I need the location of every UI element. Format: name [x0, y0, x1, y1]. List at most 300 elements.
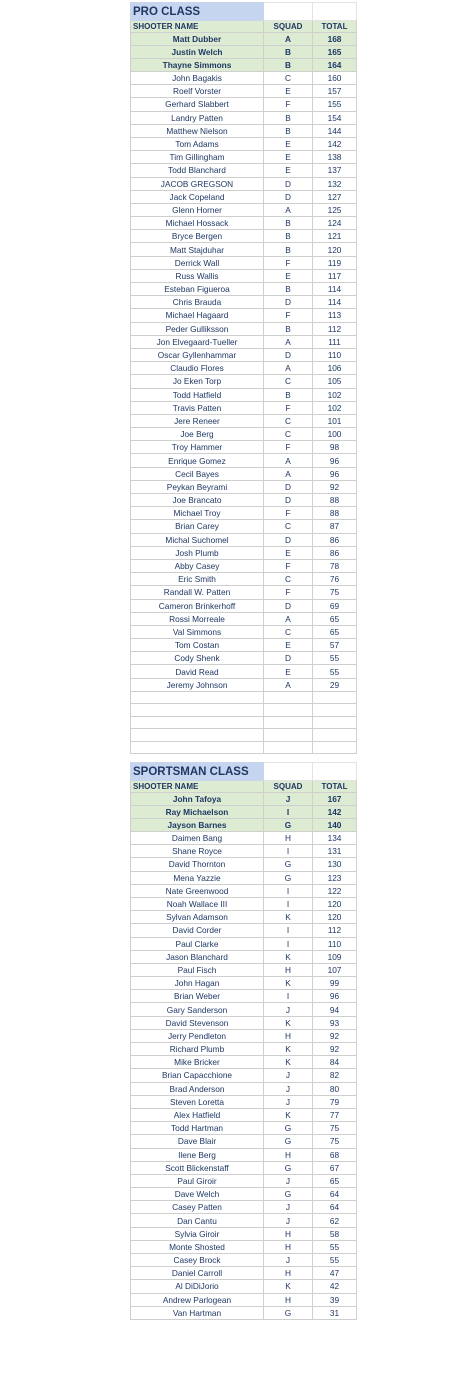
- shooter-name: Peder Gulliksson: [131, 322, 264, 335]
- sportsman-class-table: [130, 762, 356, 1320]
- squad: H: [264, 832, 313, 845]
- squad: E: [264, 639, 313, 652]
- table-row: [131, 1082, 357, 1095]
- table-row: [131, 546, 357, 559]
- squad: G: [264, 858, 313, 871]
- total: 99: [313, 977, 357, 990]
- squad: B: [264, 111, 313, 124]
- total: 75: [313, 586, 357, 599]
- shooter-name: Monte Shosted: [131, 1240, 264, 1253]
- shooter-name: Bryce Bergen: [131, 230, 264, 243]
- shooter-name: Sylvia Giroir: [131, 1227, 264, 1240]
- table-row: [131, 441, 357, 454]
- total: 79: [313, 1095, 357, 1108]
- shooter-name: Travis Patten: [131, 401, 264, 414]
- shooter-name: Jason Blanchard: [131, 950, 264, 963]
- empty-cell: [131, 716, 264, 729]
- shooter-name: Richard Plumb: [131, 1043, 264, 1056]
- shooter-name: Al DiDiJorio: [131, 1280, 264, 1293]
- shooter-name: John Tafoya: [131, 793, 264, 806]
- shooter-name: Alex Hatfield: [131, 1108, 264, 1121]
- table-row: [131, 33, 357, 46]
- shooter-name: Thayne Simmons: [131, 59, 264, 72]
- shooter-name: Tom Costan: [131, 639, 264, 652]
- table-row: [131, 269, 357, 282]
- squad: D: [264, 190, 313, 203]
- squad: E: [264, 665, 313, 678]
- table-row: [131, 1267, 357, 1280]
- total: 84: [313, 1056, 357, 1069]
- squad: K: [264, 1043, 313, 1056]
- shooter-name: John Bagakis: [131, 72, 264, 85]
- total: 96: [313, 454, 357, 467]
- squad: B: [264, 243, 313, 256]
- shooter-name: Todd Hatfield: [131, 388, 264, 401]
- total: 111: [313, 335, 357, 348]
- total: 106: [313, 362, 357, 375]
- shooter-name: Mike Bricker: [131, 1056, 264, 1069]
- total: 119: [313, 256, 357, 269]
- squad: G: [264, 1188, 313, 1201]
- total: 92: [313, 480, 357, 493]
- blank-cell: [313, 3, 357, 21]
- shooter-name: Matthew Nielson: [131, 124, 264, 137]
- shooter-name: Cameron Brinkerhoff: [131, 599, 264, 612]
- empty-cell: [264, 729, 313, 742]
- squad: B: [264, 230, 313, 243]
- total: 88: [313, 507, 357, 520]
- squad: I: [264, 897, 313, 910]
- empty-row: [131, 691, 357, 704]
- squad: K: [264, 1016, 313, 1029]
- total: 77: [313, 1108, 357, 1121]
- blank-cell: [264, 3, 313, 21]
- squad: D: [264, 599, 313, 612]
- table-row: [131, 388, 357, 401]
- shooter-name: Tom Adams: [131, 137, 264, 150]
- total: 124: [313, 217, 357, 230]
- table-row: [131, 990, 357, 1003]
- squad: K: [264, 911, 313, 924]
- total: 98: [313, 441, 357, 454]
- table-row: [131, 652, 357, 665]
- empty-cell: [264, 741, 313, 754]
- shooter-name: Troy Hammer: [131, 441, 264, 454]
- squad: F: [264, 586, 313, 599]
- table-row: [131, 806, 357, 819]
- table-row: [131, 625, 357, 638]
- squad: B: [264, 59, 313, 72]
- shooter-name: Cecil Bayes: [131, 467, 264, 480]
- total: 123: [313, 871, 357, 884]
- total: 93: [313, 1016, 357, 1029]
- total: 140: [313, 819, 357, 832]
- table-row: [131, 897, 357, 910]
- table-row: [131, 1254, 357, 1267]
- total: 164: [313, 59, 357, 72]
- squad: J: [264, 1201, 313, 1214]
- shooter-name: Nate Greenwood: [131, 884, 264, 897]
- empty-cell: [313, 741, 357, 754]
- total: 121: [313, 230, 357, 243]
- table-row: [131, 454, 357, 467]
- shooter-name: Val Simmons: [131, 625, 264, 638]
- total: 102: [313, 388, 357, 401]
- table-title: PRO CLASS: [131, 3, 264, 21]
- total: 65: [313, 612, 357, 625]
- total: 131: [313, 845, 357, 858]
- total: 47: [313, 1267, 357, 1280]
- table-row: [131, 924, 357, 937]
- squad: G: [264, 871, 313, 884]
- total: 78: [313, 559, 357, 572]
- empty-cell: [264, 716, 313, 729]
- table-row: [131, 494, 357, 507]
- total: 96: [313, 467, 357, 480]
- table-row: [131, 845, 357, 858]
- shooter-name: Dan Cantu: [131, 1214, 264, 1227]
- total: 75: [313, 1135, 357, 1148]
- table-row: [131, 1135, 357, 1148]
- squad: G: [264, 1122, 313, 1135]
- squad: C: [264, 428, 313, 441]
- total: 42: [313, 1280, 357, 1293]
- empty-cell: [313, 729, 357, 742]
- empty-cell: [131, 741, 264, 754]
- total: 120: [313, 243, 357, 256]
- table-row: [131, 217, 357, 230]
- squad: E: [264, 164, 313, 177]
- header-row: [131, 781, 357, 793]
- shooter-name: Michael Hagaard: [131, 309, 264, 322]
- shooter-name: Landry Patten: [131, 111, 264, 124]
- table-row: [131, 164, 357, 177]
- blank-cell: [264, 763, 313, 781]
- table-row: [131, 190, 357, 203]
- total: 69: [313, 599, 357, 612]
- squad: H: [264, 1293, 313, 1306]
- table-row: [131, 884, 357, 897]
- shooter-name: Andrew Parlogean: [131, 1293, 264, 1306]
- total: 157: [313, 85, 357, 98]
- total: 109: [313, 950, 357, 963]
- table-row: [131, 98, 357, 111]
- shooter-name: David Corder: [131, 924, 264, 937]
- total: 55: [313, 1240, 357, 1253]
- table-row: [131, 1240, 357, 1253]
- table-row: [131, 428, 357, 441]
- shooter-name: Randall W. Patten: [131, 586, 264, 599]
- table-row: [131, 1201, 357, 1214]
- table-row: [131, 1280, 357, 1293]
- squad: F: [264, 559, 313, 572]
- table-row: [131, 151, 357, 164]
- squad: G: [264, 1135, 313, 1148]
- total: 76: [313, 573, 357, 586]
- total: 29: [313, 678, 357, 691]
- shooter-name: John Hagan: [131, 977, 264, 990]
- total: 137: [313, 164, 357, 177]
- squad: D: [264, 348, 313, 361]
- total: 64: [313, 1201, 357, 1214]
- shooter-name: Dave Blair: [131, 1135, 264, 1148]
- squad: D: [264, 177, 313, 190]
- total: 142: [313, 806, 357, 819]
- squad: H: [264, 1227, 313, 1240]
- squad: K: [264, 1108, 313, 1121]
- shooter-name: Justin Welch: [131, 46, 264, 59]
- squad: J: [264, 1254, 313, 1267]
- shooter-name: Noah Wallace III: [131, 897, 264, 910]
- total: 134: [313, 832, 357, 845]
- table-row: [131, 414, 357, 427]
- shooter-name: Paul Clarke: [131, 937, 264, 950]
- table-row: [131, 1148, 357, 1161]
- shooter-name: Van Hartman: [131, 1306, 264, 1319]
- table-row: [131, 72, 357, 85]
- total: 102: [313, 401, 357, 414]
- squad: H: [264, 1240, 313, 1253]
- table-row: [131, 1122, 357, 1135]
- total: 57: [313, 639, 357, 652]
- squad: C: [264, 625, 313, 638]
- empty-row: [131, 729, 357, 742]
- squad: F: [264, 256, 313, 269]
- empty-row: [131, 704, 357, 717]
- squad: J: [264, 793, 313, 806]
- total: 92: [313, 1029, 357, 1042]
- total: 65: [313, 625, 357, 638]
- squad: B: [264, 124, 313, 137]
- squad: G: [264, 819, 313, 832]
- squad: K: [264, 977, 313, 990]
- column-header: TOTAL: [313, 21, 357, 33]
- shooter-name: Brad Anderson: [131, 1082, 264, 1095]
- squad: F: [264, 507, 313, 520]
- squad: A: [264, 335, 313, 348]
- squad: J: [264, 1174, 313, 1187]
- shooter-name: Daimen Bang: [131, 832, 264, 845]
- squad: E: [264, 269, 313, 282]
- empty-cell: [313, 704, 357, 717]
- squad: J: [264, 1095, 313, 1108]
- total: 31: [313, 1306, 357, 1319]
- shooter-name: Scott Blickenstaff: [131, 1161, 264, 1174]
- total: 127: [313, 190, 357, 203]
- shooter-name: Ray Michaelson: [131, 806, 264, 819]
- squad: A: [264, 33, 313, 46]
- total: 64: [313, 1188, 357, 1201]
- total: 154: [313, 111, 357, 124]
- table-row: [131, 1188, 357, 1201]
- table-row: [131, 111, 357, 124]
- squad: F: [264, 401, 313, 414]
- squad: E: [264, 85, 313, 98]
- squad: I: [264, 884, 313, 897]
- table-row: [131, 911, 357, 924]
- squad: B: [264, 46, 313, 59]
- shooter-name: Rossi Morreale: [131, 612, 264, 625]
- squad: C: [264, 520, 313, 533]
- total: 58: [313, 1227, 357, 1240]
- squad: F: [264, 441, 313, 454]
- table-row: [131, 1069, 357, 1082]
- squad: D: [264, 296, 313, 309]
- shooter-name: Casey Patten: [131, 1201, 264, 1214]
- shooter-name: Jo Eken Torp: [131, 375, 264, 388]
- total: 120: [313, 911, 357, 924]
- total: 112: [313, 924, 357, 937]
- total: 68: [313, 1148, 357, 1161]
- table-row: [131, 937, 357, 950]
- squad: J: [264, 1003, 313, 1016]
- total: 125: [313, 203, 357, 216]
- table-row: [131, 612, 357, 625]
- total: 122: [313, 884, 357, 897]
- table-row: [131, 1029, 357, 1042]
- shooter-name: Russ Wallis: [131, 269, 264, 282]
- squad: C: [264, 573, 313, 586]
- table-row: [131, 230, 357, 243]
- table-row: [131, 309, 357, 322]
- shooter-name: Joe Berg: [131, 428, 264, 441]
- table-row: [131, 832, 357, 845]
- table-row: [131, 1227, 357, 1240]
- table-row: [131, 467, 357, 480]
- squad: A: [264, 467, 313, 480]
- shooter-name: Eric Smith: [131, 573, 264, 586]
- squad: I: [264, 924, 313, 937]
- shooter-name: Abby Casey: [131, 559, 264, 572]
- table-row: [131, 871, 357, 884]
- squad: H: [264, 1029, 313, 1042]
- total: 86: [313, 546, 357, 559]
- total: 105: [313, 375, 357, 388]
- table-row: [131, 1016, 357, 1029]
- total: 160: [313, 72, 357, 85]
- total: 112: [313, 322, 357, 335]
- column-header: SQUAD: [264, 781, 313, 793]
- total: 55: [313, 1254, 357, 1267]
- table-row: [131, 599, 357, 612]
- squad: E: [264, 151, 313, 164]
- shooter-name: Steven Loretta: [131, 1095, 264, 1108]
- empty-row: [131, 716, 357, 729]
- shooter-name: Esteban Figueroa: [131, 283, 264, 296]
- table-row: [131, 573, 357, 586]
- shooter-name: JACOB GREGSON: [131, 177, 264, 190]
- shooter-name: Enrique Gomez: [131, 454, 264, 467]
- table-row: [131, 1108, 357, 1121]
- shooter-name: David Stevenson: [131, 1016, 264, 1029]
- shooter-name: Jayson Barnes: [131, 819, 264, 832]
- shooter-name: Casey Brock: [131, 1254, 264, 1267]
- shooter-name: Oscar Gyllenhammar: [131, 348, 264, 361]
- shooter-name: Josh Plumb: [131, 546, 264, 559]
- table-row: [131, 1043, 357, 1056]
- shooter-name: Brian Weber: [131, 990, 264, 1003]
- shooter-name: Roelf Vorster: [131, 85, 264, 98]
- squad: D: [264, 480, 313, 493]
- total: 75: [313, 1122, 357, 1135]
- total: 86: [313, 533, 357, 546]
- total: 110: [313, 937, 357, 950]
- total: 120: [313, 897, 357, 910]
- squad: A: [264, 678, 313, 691]
- shooter-name: Gary Sanderson: [131, 1003, 264, 1016]
- shooter-name: Jack Copeland: [131, 190, 264, 203]
- squad: D: [264, 533, 313, 546]
- table-row: [131, 559, 357, 572]
- squad: K: [264, 1280, 313, 1293]
- empty-cell: [313, 691, 357, 704]
- table-row: [131, 639, 357, 652]
- table-row: [131, 480, 357, 493]
- table-row: [131, 533, 357, 546]
- total: 167: [313, 793, 357, 806]
- table-row: [131, 1214, 357, 1227]
- table-row: [131, 283, 357, 296]
- squad: A: [264, 612, 313, 625]
- total: 117: [313, 269, 357, 282]
- table-row: [131, 858, 357, 871]
- table-row: [131, 375, 357, 388]
- table-row: [131, 586, 357, 599]
- table-row: [131, 256, 357, 269]
- squad: C: [264, 414, 313, 427]
- table-row: [131, 950, 357, 963]
- total: 62: [313, 1214, 357, 1227]
- total: 55: [313, 652, 357, 665]
- column-header: SHOOTER NAME: [131, 781, 264, 793]
- column-header: TOTAL: [313, 781, 357, 793]
- column-header: SQUAD: [264, 21, 313, 33]
- squad: A: [264, 362, 313, 375]
- table-row: [131, 819, 357, 832]
- squad: B: [264, 388, 313, 401]
- table-row: [131, 124, 357, 137]
- table-row: [131, 362, 357, 375]
- squad: H: [264, 1148, 313, 1161]
- total: 87: [313, 520, 357, 533]
- table-row: [131, 1056, 357, 1069]
- squad: A: [264, 203, 313, 216]
- shooter-name: Jeremy Johnson: [131, 678, 264, 691]
- shooter-name: Glenn Horner: [131, 203, 264, 216]
- shooter-name: Daniel Carroll: [131, 1267, 264, 1280]
- table-row: [131, 793, 357, 806]
- table-row: [131, 243, 357, 256]
- shooter-name: Michael Troy: [131, 507, 264, 520]
- shooter-name: Michal Suchomel: [131, 533, 264, 546]
- shooter-name: Peykan Beyrami: [131, 480, 264, 493]
- squad: B: [264, 322, 313, 335]
- squad: F: [264, 309, 313, 322]
- squad: G: [264, 1306, 313, 1319]
- table-row: [131, 977, 357, 990]
- squad: C: [264, 72, 313, 85]
- shooter-name: Matt Stajduhar: [131, 243, 264, 256]
- shooter-name: David Read: [131, 665, 264, 678]
- shooter-name: Dave Welch: [131, 1188, 264, 1201]
- table-title: SPORTSMAN CLASS: [131, 763, 264, 781]
- squad: G: [264, 1161, 313, 1174]
- total: 92: [313, 1043, 357, 1056]
- squad: K: [264, 950, 313, 963]
- shooter-name: Shane Royce: [131, 845, 264, 858]
- total: 96: [313, 990, 357, 1003]
- squad: J: [264, 1214, 313, 1227]
